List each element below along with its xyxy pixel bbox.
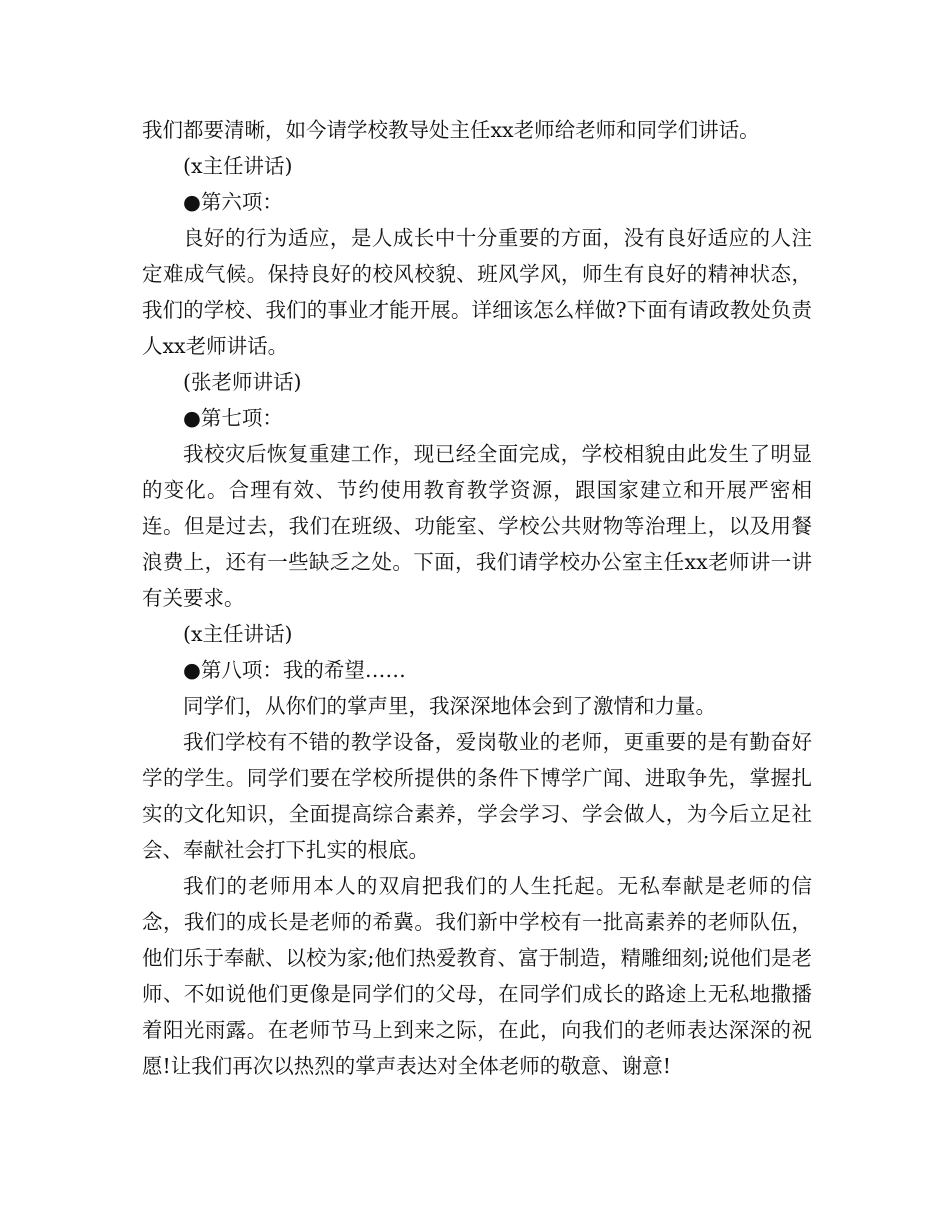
paragraph-5: (张老师讲话) — [183, 370, 302, 394]
section-heading-6: ●第六项： — [183, 190, 283, 214]
paragraph-1: 我们都要清晰，如今请学校教导处主任xx老师给老师和同学们讲话。 — [142, 118, 760, 142]
paragraph-4: 良好的行为适应，是人成长中十分重要的方面，没有良好适应的人注定难成气候。保持良好的校风校貌、班风学风，师生有良好的精神状态，我们的学校、我们的事业才能开展。详细该怎么样做?下面有请政教处负责人xx老师讲话。 — [142, 226, 812, 358]
document-body — [142, 112, 812, 1084]
paragraph-10: 同学们，从你们的掌声里，我深深地体会到了激情和力量。 — [183, 694, 716, 718]
paragraph-2: (x主任讲话) — [183, 154, 293, 178]
paragraph-8: (x主任讲话) — [183, 622, 293, 646]
paragraph-11: 我们学校有不错的教学设备，爱岗敬业的老师，更重要的是有勤奋好学的学生。同学们要在学校所提供的条件下博学广闻、进取争先，掌握扎实的文化知识，全面提高综合素养，学会学习、学会做人，为今后立足社会、奉献社会打下扎实的根底。 — [142, 730, 812, 862]
section-heading-8: ●第八项：我的希望…… — [183, 658, 406, 682]
paragraph-7: 我校灾后恢复重建工作，现已经全面完成，学校相貌由此发生了明显的变化。合理有效、节约使用教育教学资源，跟国家建立和开展严密相连。但是过去，我们在班级、功能室、学校公共财物等治理上，以及用餐浪费上，还有一些缺乏之处。下面，我们请学校办公室主任xx老师讲一讲有关要求。 — [142, 442, 812, 610]
paragraph-12: 我们的老师用本人的双肩把我们的人生托起。无私奉献是老师的信念，我们的成长是老师的希冀。我们新中学校有一批高素养的老师队伍，他们乐于奉献、以校为家;他们热爱教育、富于制造，精雕细刻;说他们是老师、不如说他们更像是同学们的父母，在同学们成长的路途上无私地撒播着阳光雨露。在老师节马上到来之际，在此，向我们的老师表达深深的祝愿!让我们再次以热烈的掌声表达对全体老师的敬意、谢意! — [142, 874, 812, 1078]
section-heading-7: ●第七项： — [183, 406, 283, 430]
